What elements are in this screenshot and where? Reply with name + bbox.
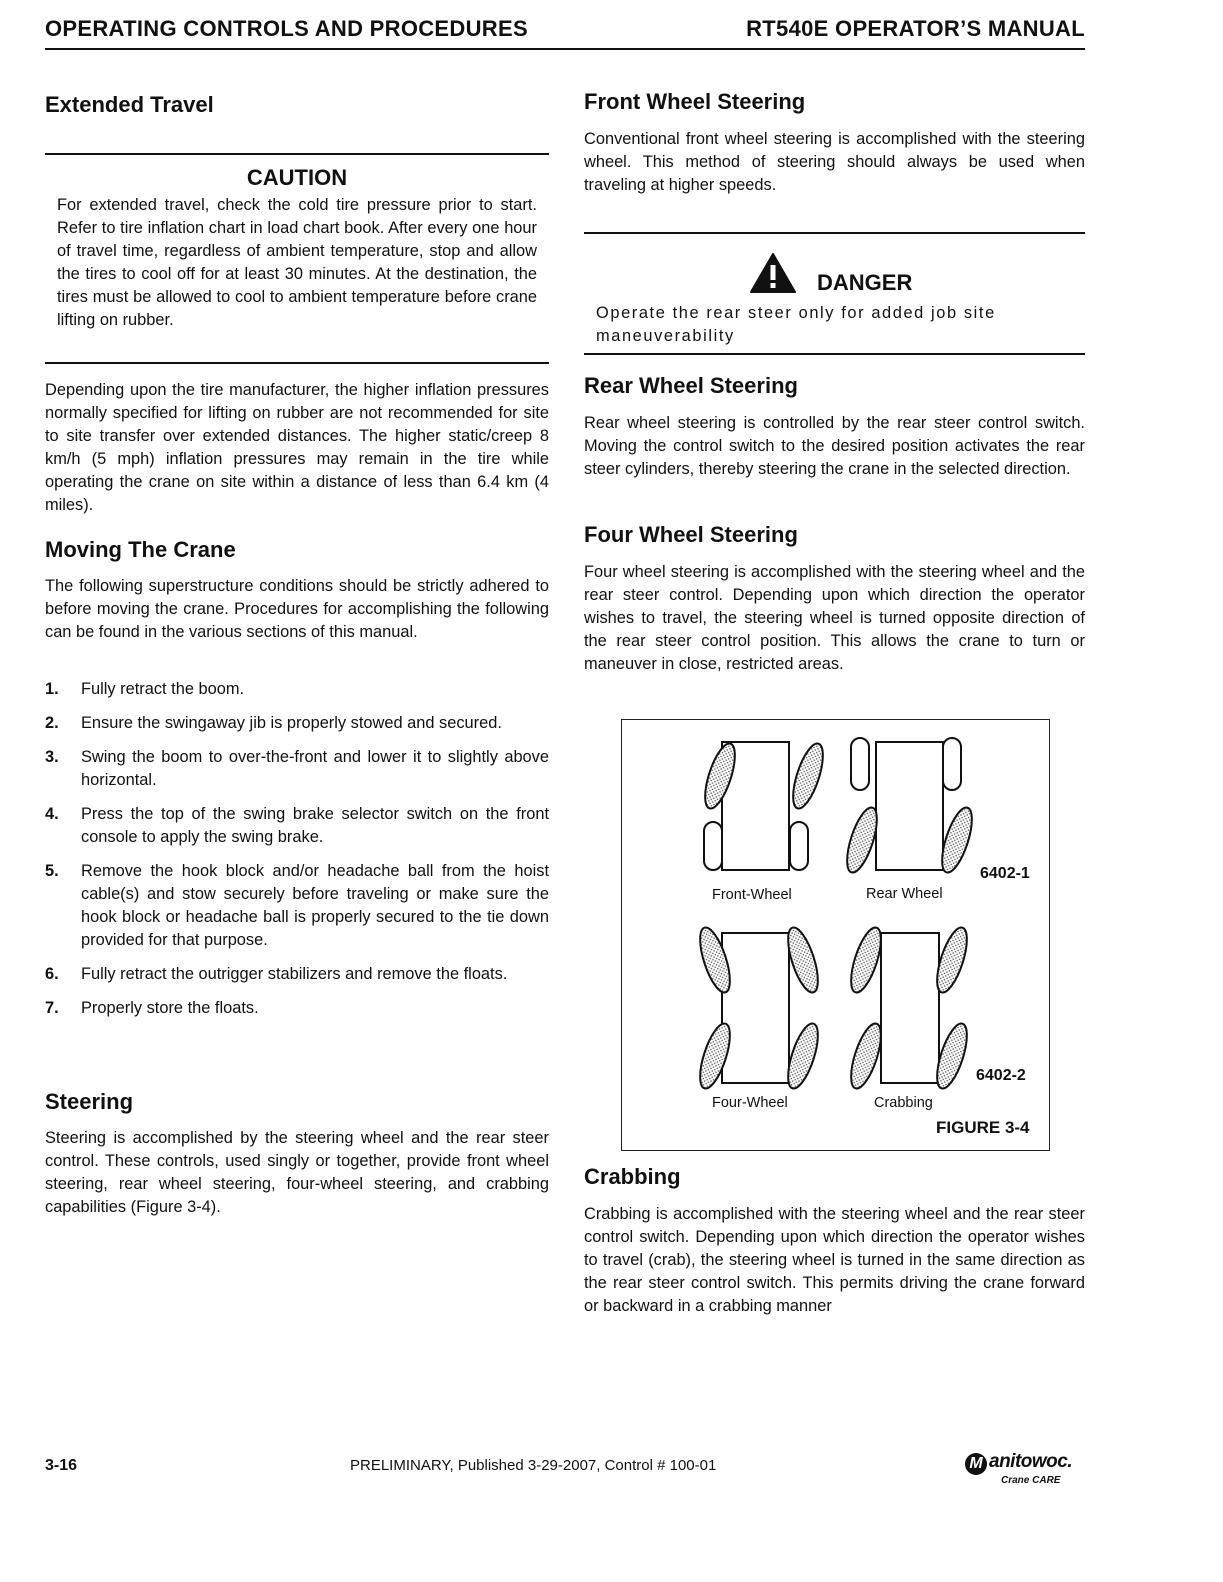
heading-four-wheel-steering: Four Wheel Steering: [584, 522, 798, 547]
heading-crabbing: Crabbing: [584, 1164, 681, 1189]
section-title: OPERATING CONTROLS AND PROCEDURES: [45, 16, 528, 41]
page-number: 3-16: [45, 1457, 78, 1474]
logo-mark: M: [965, 1453, 987, 1475]
moving-steps-list: [45, 678, 549, 1031]
extended-travel-paragraph: Depending upon the tire manufacturer, the higher inflation pressures normally specified for lifting on rubber are not recommended for site to site transfer over extended distances. The higher static/creep 8 km/h (5 mph) inflation pressures may remain in the tire while operating the crane on site within a distance of less than 6.4 km (4 miles).: [45, 381, 549, 514]
heading-moving-the-crane: Moving The Crane: [45, 537, 236, 562]
danger-top-rule: [584, 232, 1085, 234]
page-header: [45, 16, 1085, 50]
list-item: 1. Fully retract the boom.: [45, 680, 245, 698]
figure-id-2: 6402-2: [976, 1067, 1026, 1084]
caution-text: For extended travel, check the cold tire pressure prior to start. Refer to tire inflation chart in load chart book. After every one hour of travel time, regardless of ambient temperature, stop and allow the tires to cool off for at least 30 minutes. At the destination, the tires must be allowed to cool to ambient temperature before crane lifting on rubber.: [57, 196, 537, 329]
figure-id-1: 6402-1: [980, 865, 1030, 882]
danger-bottom-rule: [584, 353, 1085, 355]
warning-icon: [749, 252, 797, 294]
caution-title: CAUTION: [246, 165, 348, 190]
front-wheel-diagram: [699, 740, 829, 870]
rear-wheel-text: Rear wheel steering is controlled by the rear steer control switch. Moving the control switch to the desired position activates the rear steer cylinders, thereby steering the crane in the selected direction.: [584, 414, 1085, 478]
heading-front-wheel-steering: Front Wheel Steering: [584, 89, 806, 114]
figure-title: FIGURE 3-4: [936, 1118, 1030, 1137]
front-wheel-text: Conventional front wheel steering is accomplished with the steering wheel. This method of steering should always be used when traveling at higher speeds.: [584, 130, 1085, 194]
steering-modes-diagram: [622, 720, 1049, 1150]
caution-top-rule: [45, 153, 549, 155]
list-item: 3. Swing the boom to over-the-front and lower it to slightly above horizontal.: [45, 748, 549, 789]
four-wheel-diagram: [694, 924, 824, 1091]
manual-title: RT540E OPERATOR’S MANUAL: [746, 16, 1085, 41]
rear-wheel-diagram: [841, 738, 978, 876]
heading-extended-travel: Extended Travel: [45, 92, 214, 117]
logo-sub: Crane CARE: [1001, 1475, 1061, 1486]
manitowoc-logo: [965, 1450, 1095, 1490]
steering-text: Steering is accomplished by the steering wheel and the rear steer control. These controls, used singly or together, provide front wheel steering, rear wheel steering, four-wheel steering, and crabbing capabilities (Figure 3-4).: [45, 1129, 549, 1216]
figure-3-4: [621, 719, 1050, 1151]
label-four-wheel: Four-Wheel: [712, 1095, 788, 1111]
caution-bottom-rule: [45, 362, 549, 364]
crabbing-text: Crabbing is accomplished with the steering wheel and the rear steer control switch. Depending upon which direction the operator wishes to travel (crab), the steering wheel is turned in the same direction as the rear steer control switch. This permits driving the crane forward or backward in a crabbing manner: [584, 1205, 1085, 1315]
danger-title: DANGER: [817, 270, 913, 295]
list-item: 7. Properly store the floats.: [45, 999, 259, 1017]
four-wheel-text: Four wheel steering is accomplished with the steering wheel and the rear steer control. Depending upon which direction the operator wishes to travel, the steering wheel is turned opposite direction of the rear steer control position. This allows the crane to turn or maneuver in close, restricted areas.: [584, 563, 1085, 673]
list-item: 4. Press the top of the swing brake selector switch on the front console to apply the swing brake.: [45, 805, 549, 846]
list-item: 2. Ensure the swingaway jib is properly stowed and secured.: [45, 714, 502, 732]
heading-rear-wheel-steering: Rear Wheel Steering: [584, 373, 798, 398]
heading-steering: Steering: [45, 1089, 134, 1114]
list-item: 6. Fully retract the outrigger stabilizers and remove the floats.: [45, 965, 508, 983]
crabbing-diagram: [845, 924, 973, 1091]
logo-brand: anitowoc.: [989, 1451, 1073, 1472]
publication-info: PRELIMINARY, Published 3-29-2007, Control # 100-01: [350, 1457, 717, 1474]
moving-intro: The following superstructure conditions should be strictly adhered to before moving the crane. Procedures for accomplishing the following can be found in the various sections of this manual.: [45, 577, 549, 641]
label-front-wheel: Front-Wheel: [712, 887, 792, 903]
label-crabbing: Crabbing: [874, 1095, 933, 1111]
list-item: 5. Remove the hook block and/or headache ball from the hoist cable(s) and stow securely before traveling or make sure the hook block or headache ball is properly secured to the tie down provided for that purpose.: [45, 862, 549, 949]
danger-text: Operate the rear steer only for added job site maneuverability: [596, 304, 996, 345]
label-rear-wheel: Rear Wheel: [866, 886, 943, 902]
